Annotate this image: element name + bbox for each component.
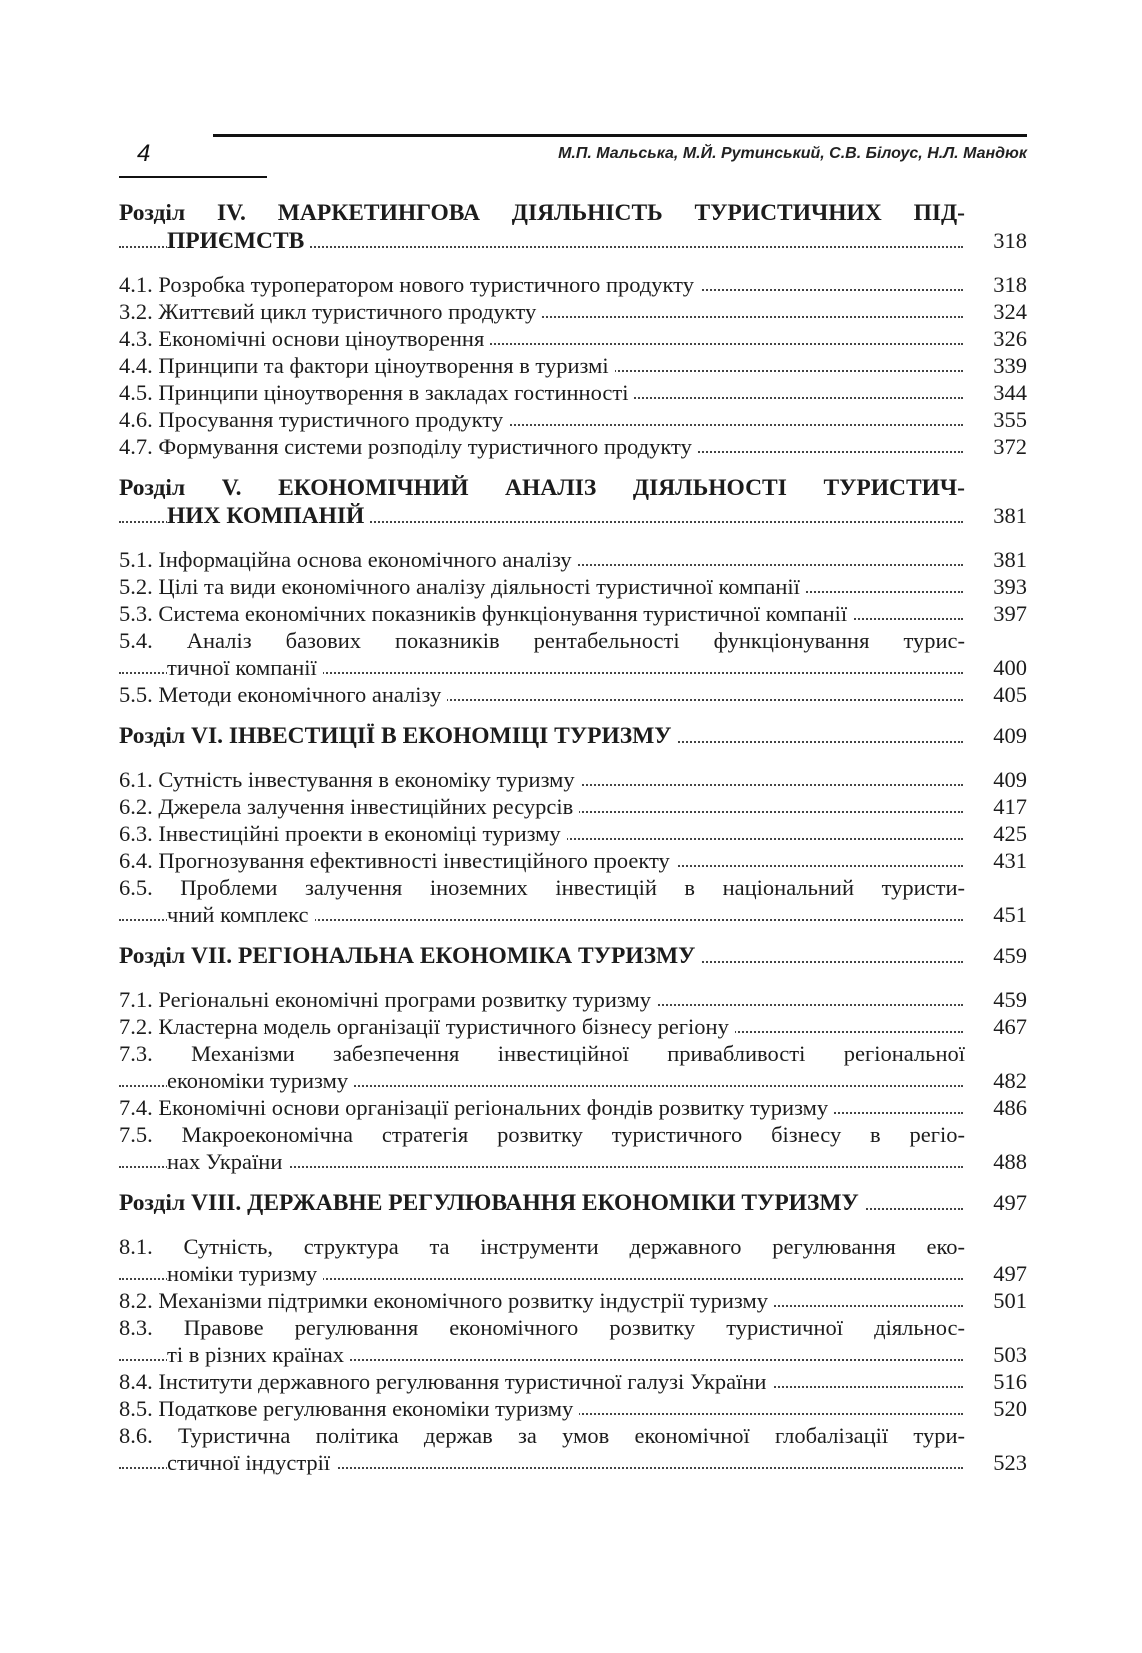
toc-entry-page-number: 520 — [985, 1395, 1027, 1422]
toc-entry-line — [119, 1094, 1027, 1121]
toc-entry-text: чний комплекс — [167, 902, 315, 927]
toc-entry-page-number: 344 — [985, 379, 1027, 406]
toc-entry-line — [119, 546, 1027, 573]
toc-entry-line — [119, 681, 1027, 708]
toc-entry-text: 4.3. Економічні основи ціноутворення — [119, 326, 490, 351]
section-heading-line — [119, 227, 1027, 255]
toc-entry-page-number: 393 — [985, 573, 1027, 600]
toc-entry-text: 8.3. Правове регулювання економічного розвитку туристичної діяльнос- — [119, 1315, 971, 1340]
toc-entry-line — [119, 433, 1027, 460]
toc-entry-text: 7.2. Кластерна модель організації туристичного бізнесу регіону — [119, 1014, 735, 1039]
toc-entry-text: 8.5. Податкове регулювання економіки туризму — [119, 1396, 579, 1421]
toc-entry-text: 8.2. Механізми підтримки економічного розвитку індустрії туризму — [119, 1288, 774, 1313]
toc-entry-text: нах України — [167, 1149, 288, 1174]
toc-entry — [119, 1368, 1027, 1395]
toc-entry-text: 4.4. Принципи та фактори ціноутворення в туризмі — [119, 353, 615, 378]
toc-section — [119, 1189, 1027, 1476]
toc-entry-page-number: 503 — [985, 1341, 1027, 1368]
toc-entry-page-number: 497 — [985, 1260, 1027, 1287]
toc-entry-text: 4.1. Розробка туроператором нового туристичного продукту — [119, 272, 700, 297]
toc-entry — [119, 325, 1027, 352]
toc-entry — [119, 352, 1027, 379]
toc-entry — [119, 627, 1027, 681]
toc-entry — [119, 1422, 1027, 1476]
toc-entry-text: 6.3. Інвестиційні проекти в економіці туризму — [119, 821, 567, 846]
section-page-number: 409 — [985, 722, 1027, 750]
toc-entry-page-number: 467 — [985, 1013, 1027, 1040]
toc-entry-page-number: 324 — [985, 298, 1027, 325]
toc-entry-line — [119, 298, 1027, 325]
toc-entry-line — [119, 1422, 1027, 1449]
toc-entry-text: 4.7. Формування системи розподілу туристичного продукту — [119, 434, 698, 459]
toc-entry-line — [119, 1040, 1027, 1067]
section-page-number: 497 — [985, 1189, 1027, 1217]
toc-entry-line — [119, 325, 1027, 352]
toc-entry-line — [119, 1368, 1027, 1395]
toc-entry — [119, 1233, 1027, 1287]
toc-entry-line — [119, 1260, 1027, 1287]
toc-entry — [119, 600, 1027, 627]
toc-entry-text: стичної індустрії — [167, 1450, 336, 1475]
toc-entry — [119, 766, 1027, 793]
toc-entry-page-number: 417 — [985, 793, 1027, 820]
toc-entry-line — [119, 1067, 1027, 1094]
toc-entry — [119, 1013, 1027, 1040]
toc-entry-page-number: 381 — [985, 546, 1027, 573]
toc-entry-page-number: 397 — [985, 600, 1027, 627]
toc-entry-text: 5.4. Аналіз базових показників рентабельності функціонування турис- — [119, 628, 971, 653]
toc-entry-page-number: 451 — [985, 901, 1027, 928]
page-number: 4 — [137, 140, 151, 167]
toc-entry-line — [119, 820, 1027, 847]
section-heading-line — [119, 722, 1027, 750]
toc-entry-text: 6.1. Сутність інвестування в економіку туризму — [119, 767, 581, 792]
toc-entry-text: 4.5. Принципи ціноутворення в закладах гостинності — [119, 380, 634, 405]
toc-entry-text: 8.6. Туристична політика держав за умов економічної глобалізації тури- — [119, 1423, 971, 1448]
toc-entry-text: 5.3. Система економічних показників функціонування туристичної компанії — [119, 601, 853, 626]
toc-entry-page-number: 326 — [985, 325, 1027, 352]
toc-entry-text: 5.2. Цілі та види економічного аналізу діяльності туристичної компанії — [119, 574, 806, 599]
toc-entry-text: номіки туризму — [167, 1261, 323, 1286]
section-title-text: Розділ VIII. ДЕРЖАВНЕ РЕГУЛЮВАННЯ ЕКОНОМІКИ ТУРИЗМУ — [119, 1190, 865, 1216]
toc-section — [119, 942, 1027, 1175]
section-items — [119, 546, 1027, 708]
toc-entry-text: 7.4. Економічні основи організації регіональних фондів розвитку туризму — [119, 1095, 834, 1120]
section-title-text: ПРИЄМСТВ — [167, 228, 310, 254]
toc-entry — [119, 793, 1027, 820]
toc-entry-page-number: 516 — [985, 1368, 1027, 1395]
toc-entry-page-number: 482 — [985, 1067, 1027, 1094]
section-heading-line — [119, 502, 1027, 530]
toc-entry-line — [119, 874, 1027, 901]
section-heading-line — [119, 1189, 1027, 1217]
toc-entry-line — [119, 1341, 1027, 1368]
toc-entry-text: 7.3. Механізми забезпечення інвестиційної привабливості регіональної — [119, 1041, 971, 1066]
section-heading — [119, 722, 1027, 750]
toc-entry — [119, 1040, 1027, 1094]
toc-entry-line — [119, 654, 1027, 681]
toc-entry — [119, 433, 1027, 460]
table-of-contents — [119, 199, 1027, 1490]
toc-entry-text: 6.4. Прогнозування ефективності інвестиційного проекту — [119, 848, 676, 873]
toc-entry-text: тичної компанії — [167, 655, 323, 680]
toc-section — [119, 722, 1027, 928]
toc-entry-line — [119, 352, 1027, 379]
section-page-number: 381 — [985, 502, 1027, 530]
toc-entry — [119, 573, 1027, 600]
toc-entry-text: 6.2. Джерела залучення інвестиційних ресурсів — [119, 794, 579, 819]
toc-entry-line — [119, 1395, 1027, 1422]
toc-entry — [119, 986, 1027, 1013]
header-rule — [213, 134, 1027, 137]
toc-entry — [119, 681, 1027, 708]
toc-entry-line — [119, 1287, 1027, 1314]
toc-entry-page-number: 372 — [985, 433, 1027, 460]
toc-entry — [119, 874, 1027, 928]
toc-entry — [119, 1094, 1027, 1121]
toc-entry-line — [119, 847, 1027, 874]
toc-entry-line — [119, 379, 1027, 406]
toc-entry-page-number: 501 — [985, 1287, 1027, 1314]
toc-entry-page-number: 318 — [985, 271, 1027, 298]
toc-entry-line — [119, 406, 1027, 433]
toc-entry-line — [119, 1013, 1027, 1040]
toc-entry-line — [119, 1121, 1027, 1148]
toc-entry-text: 7.5. Макроекономічна стратегія розвитку туристичного бізнесу в регіо- — [119, 1122, 971, 1147]
toc-section — [119, 474, 1027, 708]
toc-entry-line — [119, 600, 1027, 627]
section-title-text: Розділ IV. МАРКЕТИНГОВА ДІЯЛЬНІСТЬ ТУРИСТИЧНИХ ПІД- — [119, 200, 971, 226]
toc-entry-line — [119, 901, 1027, 928]
toc-entry — [119, 820, 1027, 847]
toc-entry-line — [119, 1233, 1027, 1260]
header-authors: М.П. Мальська, М.Й. Рутинський, С.В. Білоус, Н.Л. Мандюк — [558, 145, 1027, 162]
toc-entry-page-number: 488 — [985, 1148, 1027, 1175]
toc-entry-line — [119, 627, 1027, 654]
toc-entry-page-number: 431 — [985, 847, 1027, 874]
section-items — [119, 766, 1027, 928]
toc-entry-text: 4.6. Просування туристичного продукту — [119, 407, 509, 432]
section-heading-line — [119, 942, 1027, 970]
section-title-text: Розділ VII. РЕГІОНАЛЬНА ЕКОНОМІКА ТУРИЗМУ — [119, 943, 701, 969]
toc-entry — [119, 406, 1027, 433]
toc-entry-line — [119, 1148, 1027, 1175]
toc-entry-page-number: 425 — [985, 820, 1027, 847]
toc-entry-line — [119, 766, 1027, 793]
section-title-text: Розділ VI. ІНВЕСТИЦІЇ В ЕКОНОМІЦІ ТУРИЗМУ — [119, 723, 678, 749]
toc-entry-text: 5.5. Методи економічного аналізу — [119, 682, 447, 707]
toc-entry-line — [119, 573, 1027, 600]
section-heading — [119, 474, 1027, 530]
toc-entry — [119, 847, 1027, 874]
section-page-number: 459 — [985, 942, 1027, 970]
toc-entry-text: 8.1. Сутність, структура та інструменти державного регулювання еко- — [119, 1234, 971, 1259]
toc-entry-line — [119, 793, 1027, 820]
section-page-number: 318 — [985, 227, 1027, 255]
toc-entry — [119, 1287, 1027, 1314]
section-heading — [119, 1189, 1027, 1217]
toc-entry-page-number: 400 — [985, 654, 1027, 681]
page-number-rule — [119, 176, 267, 178]
section-heading-line — [119, 199, 1027, 227]
toc-entry-text: 6.5. Проблеми залучення іноземних інвестицій в національний туристи- — [119, 875, 971, 900]
section-items — [119, 986, 1027, 1175]
toc-entry-page-number: 486 — [985, 1094, 1027, 1121]
toc-entry-page-number: 409 — [985, 766, 1027, 793]
toc-entry-line — [119, 271, 1027, 298]
toc-entry-page-number: 459 — [985, 986, 1027, 1013]
toc-entry-page-number: 523 — [985, 1449, 1027, 1476]
toc-entry-line — [119, 1449, 1027, 1476]
section-items — [119, 1233, 1027, 1476]
section-title-text: Розділ V. ЕКОНОМІЧНИЙ АНАЛІЗ ДІЯЛЬНОСТІ ТУРИСТИЧ- — [119, 475, 971, 501]
toc-entry-page-number: 405 — [985, 681, 1027, 708]
toc-entry-text: ті в різних країнах — [167, 1342, 350, 1367]
toc-entry-page-number: 339 — [985, 352, 1027, 379]
toc-entry — [119, 379, 1027, 406]
toc-entry-line — [119, 986, 1027, 1013]
toc-entry-line — [119, 1314, 1027, 1341]
section-title-text: НИХ КОМПАНІЙ — [167, 503, 370, 529]
section-items — [119, 271, 1027, 460]
toc-entry-text: 3.2. Життєвий цикл туристичного продукту — [119, 299, 542, 324]
toc-entry — [119, 1121, 1027, 1175]
running-header — [119, 134, 1027, 180]
toc-entry-page-number: 355 — [985, 406, 1027, 433]
toc-entry-text: 8.4. Інститути державного регулювання туристичної галузі України — [119, 1369, 772, 1394]
toc-section — [119, 199, 1027, 460]
toc-entry — [119, 1395, 1027, 1422]
section-heading — [119, 942, 1027, 970]
toc-entry — [119, 298, 1027, 325]
toc-entry-text: 5.1. Інформаційна основа економічного аналізу — [119, 547, 578, 572]
toc-entry — [119, 1314, 1027, 1368]
toc-entry — [119, 546, 1027, 573]
toc-entry-text: 7.1. Регіональні економічні програми розвитку туризму — [119, 987, 657, 1012]
toc-entry-text: економіки туризму — [167, 1068, 354, 1093]
toc-entry — [119, 271, 1027, 298]
section-heading-line — [119, 474, 1027, 502]
section-heading — [119, 199, 1027, 255]
